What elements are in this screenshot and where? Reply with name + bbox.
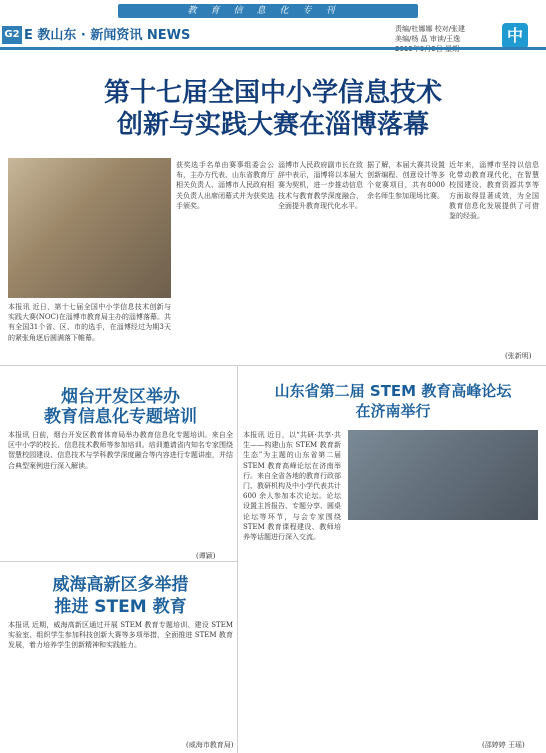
- designer-line: 美编/杨 晶: [395, 35, 428, 43]
- story-a-title-2: 教育信息化专题培训: [44, 407, 197, 427]
- header-divider: [0, 47, 546, 50]
- lead-photo: [8, 158, 171, 298]
- story-a-byline: (谭颖): [196, 552, 216, 560]
- story-c-body: 本报讯 近期，威海高新区通过开展 STEM 教育专题培训、建设 STEM 实验室、组织学生参加科技创新大赛等多项举措，全面推进 STEM 教育发展，着力培养学生创新精神和实践能力。: [8, 621, 233, 650]
- lead-col-5: 近年来，淄博市坚持以信息化带动教育现代化，在智慧校园建设、教育资源共享等方面取得显著成效，为全国教育信息化发展提供了可借鉴的经验。: [449, 161, 539, 221]
- editor-line: 责编/杜娜娜: [395, 25, 433, 33]
- story-b-title-2: 在济南举行: [355, 402, 431, 420]
- page-number: G2: [2, 26, 22, 44]
- headline-line-1: 第十七届全国中小学信息技术: [103, 78, 442, 108]
- lead-col-3: 淄博市人民政府副市长在致辞中表示，淄博将以本届大赛为契机，进一步推动信息技术与教育教学深度融合，全面提升教育现代化水平。: [278, 161, 363, 210]
- headline-line-2: 创新与实践大赛在淄博落幕: [116, 110, 429, 140]
- logo-icon: 中: [502, 23, 528, 49]
- lead-col-2: 获奖选手名单由赛事组委会公布，主办方代表、山东省教育厅相关负责人、淄博市人民政府相关负责人出席闭幕式并为获奖选手颁奖。: [176, 161, 274, 210]
- review-line: 审读/王逸: [429, 35, 461, 43]
- review-line: 校对/张建: [434, 25, 465, 33]
- story-a-body: 本报讯 日前，烟台开发区教育体育局举办教育信息化专题培训。来自全区中小学的校长、信息技术教师等参加培训。培训邀请省内知名专家围绕智慧校园建设、信息技术与学科教学深度融合等内容进行专题讲座，并结合典型案例进行深入解读。: [8, 431, 233, 470]
- lead-byline: (张新明): [505, 352, 532, 360]
- section-divider: [0, 561, 237, 562]
- column-divider: [237, 366, 238, 753]
- story-b-body: 本报讯 近日，以“共研·共享·共生——构建山东 STEM 教育新生态”为主题的山东省第二届 STEM 教育高峰论坛在济南举行。来自全省各地的教育行政部门、教研机构及中小学代表共计 600 余人参加本次论坛。论坛设置主旨报告、专题分享、圆桌论坛等环节，与会专家围绕 STEM 教育课程建设、教师培养等话题进行深入交流。: [243, 431, 341, 542]
- story-c-title-2: 推进 STEM 教育: [54, 597, 187, 617]
- story-b-byline: (邵婷婷 王瑶): [482, 741, 525, 749]
- section-divider: [0, 365, 546, 366]
- story-c-title-1: 威海高新区多举措: [52, 575, 189, 595]
- lead-col-4: 据了解，本届大赛共设置创新编程、创意设计等多个竞赛项目，共有8000余名师生参加现场比赛。: [367, 161, 445, 200]
- story-a-title-1: 烟台开发区举办: [61, 387, 180, 407]
- story-c-byline: (威海市教育局): [186, 741, 234, 749]
- lead-caption: 本报讯 近日，第十七届全国中小学信息技术创新与实践大赛(NOC)在淄博市教育局主办的淄博落幕。共有全国31个省、区、市的选手，在淄博经过为期3天的紧张角逐后圆满落下帷幕。: [8, 303, 171, 342]
- story-b-photo: [348, 430, 538, 520]
- story-b-title-1: 山东省第二届 STEM 教育高峰论坛: [274, 382, 512, 400]
- section-banner: 教育信息化专刊: [118, 4, 418, 18]
- newspaper-name: E 教山东 · 新闻资讯 NEWS: [24, 28, 191, 43]
